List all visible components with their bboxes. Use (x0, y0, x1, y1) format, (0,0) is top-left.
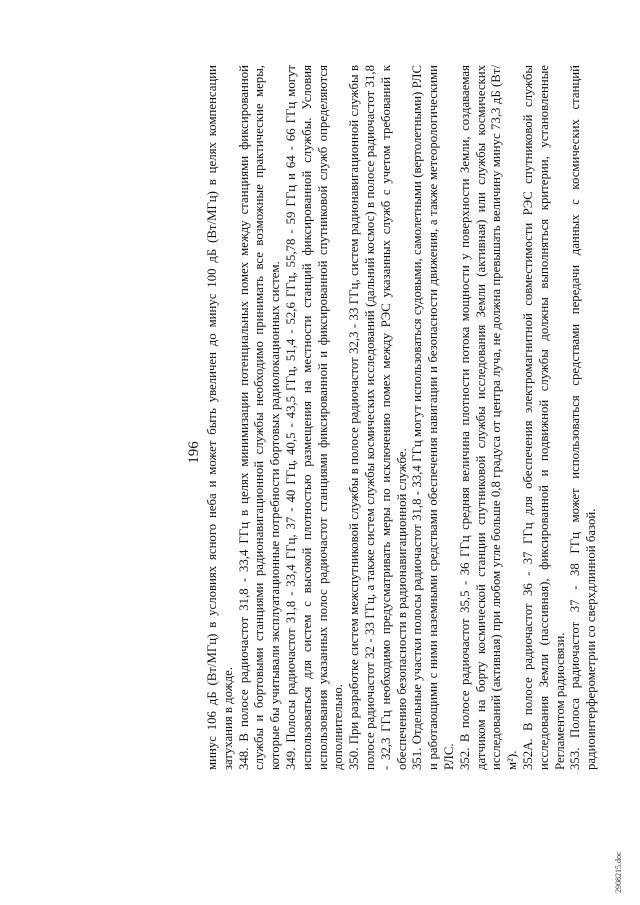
paragraph-348: 348. В полосе радиочастот 31,8 - 33,4 ГГц в целях минимизации потенциальных помех между станциями фиксированной службы и бортовыми станциями радионавигационной службы необходимо принимать все возможные практические меры, которые бы учитывали эксплуатационные потребности бортовых радиолокационных систем. (236, 65, 283, 770)
paragraph-352: 352. В полосе радиочастот 35,5 - 36 ГГц средняя величина плотности потока мощности у поверхности Земли, создаваемая датчиком на борту космической станции спутниковой службы исследования Земли (активная) или службы космических исследований (активная) при любом угле больше 0,8 градуса от центра луча, не должна превышать величину минус 73,3 дБ (Вт/м²). (457, 65, 520, 770)
paragraph-350: 350. При разработке систем межспутниковой службы в полосе радиочастот 32,3 - 33 ГГц, систем радионавигационной службы в полосе радиочастот 32 - 33 ГГц, а также систем службы космических исследований (дальний космос) в полосе радиочастот 31,8 - 32,3 ГГц необходимо предусматривать меры по исключению помех между РЭС указанных служб с учетом требований к обеспечению безопасности в радионавигационной службе. (347, 65, 409, 770)
footer-file-code: 2908215.doc (614, 851, 623, 893)
paragraph-351: 351. Отдельные участки полосы радиочастот 31,8 - 33,4 ГГц могут использоваться судовыми, самолетными (вертолетными) РЛС и работающими с ними наземными средствами обеспечения навигации и безопасности движения, а также метеорологическими РЛС. (410, 65, 456, 770)
document-body (205, 65, 600, 770)
page-number: 196 (186, 441, 202, 464)
paragraph-continuation: минус 106 дБ (Вт/МГц) в условиях ясного неба и может быть увеличен до минус 100 дБ (Вт/МГц) в целях компенсации затухания в дожде. (205, 65, 235, 770)
paragraph-353: 353. Полоса радиочастот 37 - 38 ГГц может использоваться средствами передачи данных с космических станций радиоинтерферометрии со сверхдлинной базой. (568, 65, 599, 770)
paragraph-349: 349. Полосы радиочастот 31,8 - 33,4 ГГц, 37 - 40 ГГц, 40,5 - 43,5 ГГц, 51,4 - 52,6 ГГц, 55,78 - 59 ГГц и 64 - 66 ГГц могут использоваться для систем с высокой плотностью размещения на местности станций фиксированной службы. Условия использования указанных полос радиочастот станциями фиксированной и фиксированной спутниковой служб определяются дополнительно. (283, 65, 346, 770)
paragraph-352a: 352А. В полосе радиочастот 36 - 37 ГГц для обеспечения электромагнитной совместимости РЭС спутниковой службы исследования Земли (пассивная), фиксированной и подвижной службы должны выполняться критерии, установленные Регламентом радиосвязи. (520, 65, 567, 770)
